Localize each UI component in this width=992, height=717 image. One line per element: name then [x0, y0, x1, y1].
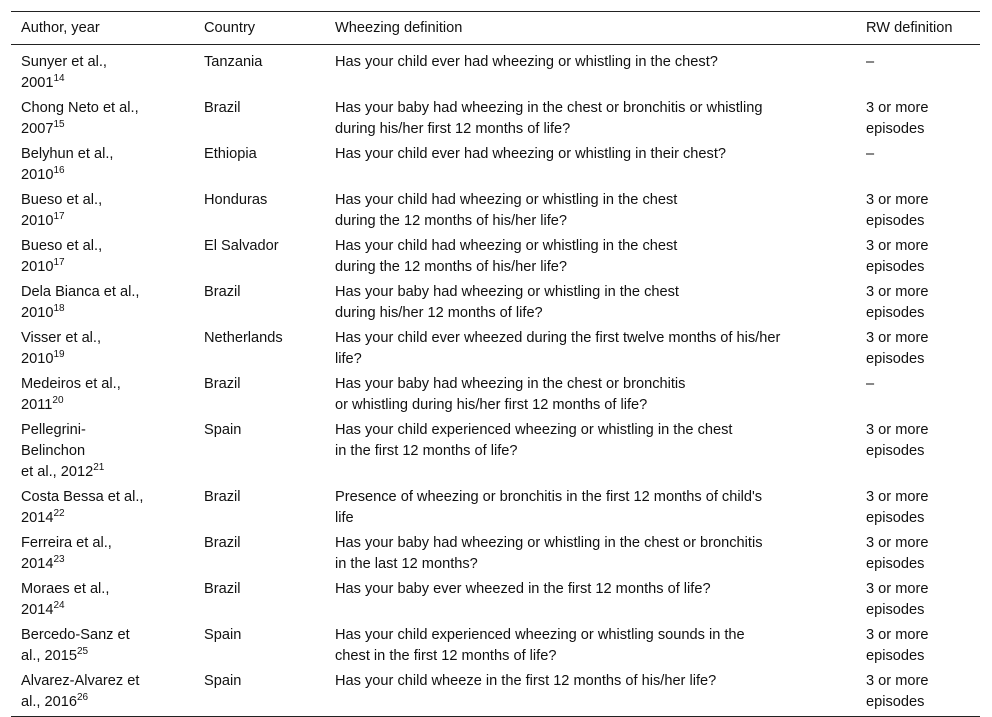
table-row	[11, 96, 980, 142]
rw-line: 3 or more	[866, 330, 929, 346]
wheezing-line: during his/her 12 months of life?	[335, 305, 543, 321]
cell-wheezing-definition	[325, 45, 856, 97]
author-line: 2010	[21, 305, 54, 321]
cell-rw-definition	[856, 96, 980, 142]
cell-wheezing-definition	[325, 669, 856, 717]
rw-line: episodes	[866, 556, 925, 572]
cell-author-year	[11, 418, 194, 485]
author-line: 2001	[21, 75, 54, 91]
rw-line: episodes	[866, 694, 925, 710]
cell-country: Brazil	[204, 284, 241, 300]
cell-country: El Salvador	[204, 238, 279, 254]
cell-country: Spain	[204, 627, 242, 643]
cell-author-year	[11, 531, 194, 577]
rw-line: episodes	[866, 648, 925, 664]
wheezing-line: during the 12 months of his/her life?	[335, 213, 568, 229]
cell-author-year	[11, 577, 194, 623]
cell-country: Netherlands	[204, 330, 283, 346]
cell-author-year	[11, 623, 194, 669]
wheezing-line: Presence of wheezing or bronchitis in the first 12 months of child's	[335, 489, 763, 505]
rw-line: 3 or more	[866, 627, 929, 643]
author-line: 2010	[21, 351, 54, 367]
rw-line: 3 or more	[866, 192, 929, 208]
cell-author-year	[11, 188, 194, 234]
author-line: 2014	[21, 510, 54, 526]
reference-number: 15	[53, 119, 65, 131]
cell-rw-definition	[856, 280, 980, 326]
wheezing-line: Has your baby ever wheezed in the first 12 months of life?	[335, 581, 711, 597]
cell-country: Spain	[204, 422, 242, 438]
reference-number: 21	[93, 462, 105, 474]
table-row	[11, 623, 980, 669]
author-line: 2010	[21, 259, 54, 275]
wheezing-line: Has your baby had wheezing or whistling in the chest	[335, 284, 679, 300]
rw-line: episodes	[866, 443, 925, 459]
rw-line: 3 or more	[866, 673, 929, 689]
reference-number: 16	[53, 165, 65, 177]
wheezing-line: Has your baby had wheezing in the chest or bronchitis	[335, 376, 686, 392]
cell-author-year	[11, 485, 194, 531]
cell-wheezing-definition	[325, 234, 856, 280]
cell-rw-definition	[856, 188, 980, 234]
wheezing-line: or whistling during his/her first 12 months of life?	[335, 397, 648, 413]
author-line: Visser et al.,	[21, 330, 102, 346]
reference-number: 23	[53, 554, 65, 566]
author-line: Costa Bessa et al.,	[21, 489, 144, 505]
cell-wheezing-definition	[325, 418, 856, 485]
wheezing-line: Has your baby had wheezing in the chest or bronchitis or whistling	[335, 100, 763, 116]
author-line: et al., 2012	[21, 464, 94, 480]
cell-country: Brazil	[204, 535, 241, 551]
cell-author-year	[11, 669, 194, 717]
author-line: Pellegrini-	[21, 422, 86, 438]
author-line: al., 2015	[21, 648, 77, 664]
rw-line: 3 or more	[866, 489, 929, 505]
cell-author-year	[11, 234, 194, 280]
cell-country: Spain	[194, 669, 325, 717]
cell-author-year	[11, 142, 194, 188]
cell-rw-definition	[856, 577, 980, 623]
cell-rw-definition	[856, 669, 980, 717]
wheezing-line: Has your child experienced wheezing or whistling sounds in the	[335, 627, 745, 643]
reference-number: 25	[77, 646, 89, 658]
table-row	[11, 280, 980, 326]
cell-rw-definition	[856, 485, 980, 531]
cell-rw-definition	[856, 234, 980, 280]
header-author-year: Author, year	[11, 12, 194, 45]
wheezing-line: during his/her first 12 months of life?	[335, 121, 571, 137]
cell-wheezing-definition	[325, 188, 856, 234]
cell-wheezing-definition	[325, 531, 856, 577]
table-row	[11, 326, 980, 372]
author-line: 2011	[21, 397, 53, 413]
author-line: 2010	[21, 213, 54, 229]
cell-wheezing-definition	[325, 577, 856, 623]
table-row	[11, 577, 980, 623]
reference-number: 17	[53, 257, 65, 269]
author-line: Chong Neto et al.,	[21, 100, 139, 116]
rw-line: episodes	[866, 213, 925, 229]
wheezing-line: during the 12 months of his/her life?	[335, 259, 568, 275]
reference-number: 26	[77, 692, 89, 704]
author-line: Medeiros et al.,	[21, 376, 121, 392]
author-line: al., 2016	[21, 694, 77, 710]
table-row	[11, 142, 980, 188]
author-line: Belyhun et al.,	[21, 146, 114, 162]
table-row	[11, 531, 980, 577]
cell-rw-definition	[856, 623, 980, 669]
author-line: Alvarez-Alvarez et	[21, 673, 140, 689]
cell-author-year	[11, 326, 194, 372]
author-line: 2014	[21, 556, 54, 572]
wheezing-definitions-table	[11, 11, 980, 717]
cell-country: Brazil	[204, 376, 241, 392]
cell-author-year	[11, 96, 194, 142]
table-body	[11, 45, 980, 717]
wheezing-line: chest in the first 12 months of life?	[335, 648, 557, 664]
rw-line: 3 or more	[866, 535, 929, 551]
cell-rw-definition	[856, 372, 980, 418]
author-line: Bueso et al.,	[21, 192, 103, 208]
table-row	[11, 418, 980, 485]
rw-line: 3 or more	[866, 100, 929, 116]
rw-line: –	[866, 54, 875, 70]
reference-number: 18	[53, 303, 65, 315]
cell-author-year	[11, 372, 194, 418]
rw-line: –	[866, 146, 875, 162]
table-row	[11, 485, 980, 531]
wheezing-line: in the first 12 months of life?	[335, 443, 518, 459]
header-wheezing-definition: Wheezing definition	[325, 12, 856, 45]
wheezing-line: Has your child ever had wheezing or whistling in their chest?	[335, 146, 726, 162]
reference-number: 17	[53, 211, 65, 223]
wheezing-line: Has your child had wheezing or whistling in the chest	[335, 238, 678, 254]
rw-line: episodes	[866, 259, 925, 275]
reference-number: 22	[53, 508, 65, 520]
cell-country: Brazil	[204, 100, 241, 116]
wheezing-line: life?	[335, 351, 362, 367]
wheezing-line: Has your child wheeze in the first 12 months of his/her life?	[335, 673, 717, 689]
reference-number: 24	[53, 600, 65, 612]
header-rw-definition: RW definition	[856, 12, 980, 45]
rw-line: episodes	[866, 351, 925, 367]
wheezing-line: Has your child ever had wheezing or whistling in the chest?	[335, 54, 718, 70]
cell-rw-definition	[856, 418, 980, 485]
table-row	[11, 372, 980, 418]
cell-wheezing-definition	[325, 142, 856, 188]
header-country: Country	[194, 12, 325, 45]
cell-country: Tanzania	[204, 54, 263, 70]
header-row	[11, 12, 980, 45]
cell-wheezing-definition	[325, 372, 856, 418]
author-line: 2014	[21, 602, 54, 618]
reference-number: 19	[53, 349, 65, 361]
rw-line: 3 or more	[866, 581, 929, 597]
author-line: 2007	[21, 121, 54, 137]
wheezing-line: Has your child experienced wheezing or whistling in the chest	[335, 422, 733, 438]
cell-country: Honduras	[204, 192, 268, 208]
author-line: Ferreira et al.,	[21, 535, 112, 551]
cell-rw-definition	[856, 142, 980, 188]
author-line: Dela Bianca et al.,	[21, 284, 140, 300]
rw-line: –	[866, 376, 875, 392]
rw-line: 3 or more	[866, 284, 929, 300]
cell-wheezing-definition	[325, 96, 856, 142]
table-row	[11, 669, 980, 717]
wheezing-line: in the last 12 months?	[335, 556, 478, 572]
author-line: Sunyer et al.,	[21, 54, 107, 70]
table-row	[11, 234, 980, 280]
reference-number: 14	[53, 73, 65, 85]
author-line: Moraes et al.,	[21, 581, 110, 597]
cell-author-year	[11, 45, 194, 97]
table-row	[11, 45, 980, 97]
cell-wheezing-definition	[325, 623, 856, 669]
author-line: Bueso et al.,	[21, 238, 103, 254]
cell-author-year	[11, 280, 194, 326]
reference-number: 20	[52, 395, 64, 407]
wheezing-line: Has your baby had wheezing or whistling in the chest or bronchitis	[335, 535, 763, 551]
wheezing-line: life	[335, 510, 354, 526]
author-line: Bercedo-Sanz et	[21, 627, 130, 643]
table-header	[11, 12, 980, 45]
author-line: 2010	[21, 167, 54, 183]
cell-rw-definition	[856, 326, 980, 372]
rw-line: episodes	[866, 602, 925, 618]
wheezing-line: Has your child ever wheezed during the first twelve months of his/her	[335, 330, 781, 346]
cell-rw-definition	[856, 531, 980, 577]
rw-line: episodes	[866, 121, 925, 137]
cell-country: Brazil	[204, 489, 241, 505]
cell-country: Ethiopia	[204, 146, 257, 162]
rw-line: 3 or more	[866, 238, 929, 254]
cell-country: Brazil	[204, 581, 241, 597]
rw-line: episodes	[866, 305, 925, 321]
rw-line: episodes	[866, 510, 925, 526]
author-line: Belinchon	[21, 443, 86, 459]
cell-wheezing-definition	[325, 280, 856, 326]
cell-wheezing-definition	[325, 326, 856, 372]
wheezing-line: Has your child had wheezing or whistling in the chest	[335, 192, 678, 208]
rw-line: 3 or more	[866, 422, 929, 438]
cell-wheezing-definition	[325, 485, 856, 531]
table-row	[11, 188, 980, 234]
cell-rw-definition	[856, 45, 980, 97]
